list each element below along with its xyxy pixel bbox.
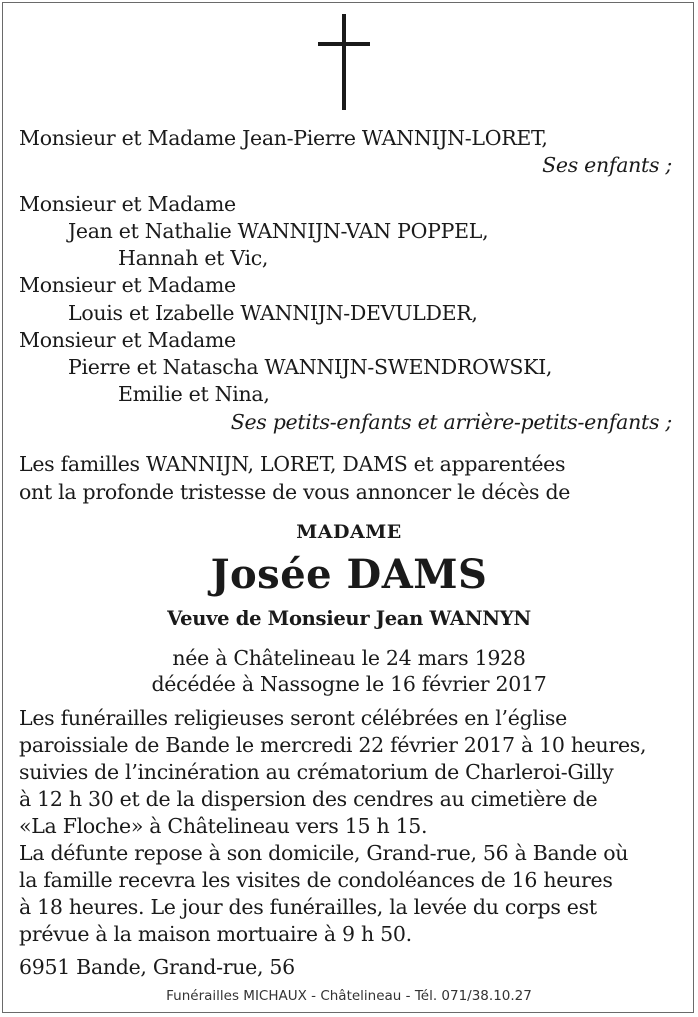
widow-of: Veuve de Monsieur Jean WANNYN	[167, 607, 531, 630]
announcement-line: Les familles WANNIJN, LORET, DAMS et apparentées	[19, 452, 566, 476]
announcement-line: ont la profonde tristesse de vous annoncer le décès de	[19, 480, 571, 504]
details-line: Les funérailles religieuses seront célébrées en l’église	[19, 706, 567, 730]
address: 6951 Bande, Grand-rue, 56	[19, 955, 295, 979]
details-line: paroissiale de Bande le mercredi 22 février 2017 à 10 heures,	[19, 733, 647, 757]
birth-info: née à Châtelineau le 24 mars 1928	[172, 646, 526, 670]
details-line: à 12 h 30 et de la dispersion des cendres au cimetière de	[19, 787, 598, 811]
details-line: suivies de l’incinération au crématorium de Charleroi-Gilly	[19, 760, 614, 784]
cross-icon	[316, 14, 376, 112]
family-line: Monsieur et Madame Jean-Pierre WANNIJN-LORET,	[19, 126, 548, 150]
deceased-title: MADAME	[296, 521, 402, 543]
grandchildren-role: Ses petits-enfants et arrière-petits-enfants ;	[230, 410, 672, 434]
grandchildren-line: Monsieur et Madame	[19, 192, 236, 216]
details-line: la famille recevra les visites de condoléances de 16 heures	[19, 868, 613, 892]
funeral-home-footer: Funérailles MICHAUX - Châtelineau - Tél. 071/38.10.27	[166, 988, 532, 1004]
grandchildren-line: Hannah et Vic,	[118, 246, 269, 270]
grandchildren-line: Emilie et Nina,	[118, 382, 270, 406]
family-role: Ses enfants ;	[542, 153, 672, 177]
details-line: à 18 heures. Le jour des funérailles, la levée du corps est	[19, 895, 597, 919]
details-line: «La Floche» à Châtelineau vers 15 h 15.	[19, 814, 428, 838]
grandchildren-line: Monsieur et Madame	[19, 328, 236, 352]
deceased-name: Josée DAMS	[210, 551, 488, 598]
grandchildren-line: Louis et Izabelle WANNIJN-DEVULDER,	[68, 301, 478, 325]
details-line: La défunte repose à son domicile, Grand-rue, 56 à Bande où	[19, 841, 629, 865]
grandchildren-line: Jean et Nathalie WANNIJN-VAN POPPEL,	[68, 219, 489, 243]
death-info: décédée à Nassogne le 16 février 2017	[151, 672, 547, 696]
details-line: prévue à la maison mortuaire à 9 h 50.	[19, 922, 412, 946]
grandchildren-line: Monsieur et Madame	[19, 273, 236, 297]
grandchildren-line: Pierre et Natascha WANNIJN-SWENDROWSKI,	[68, 355, 553, 379]
